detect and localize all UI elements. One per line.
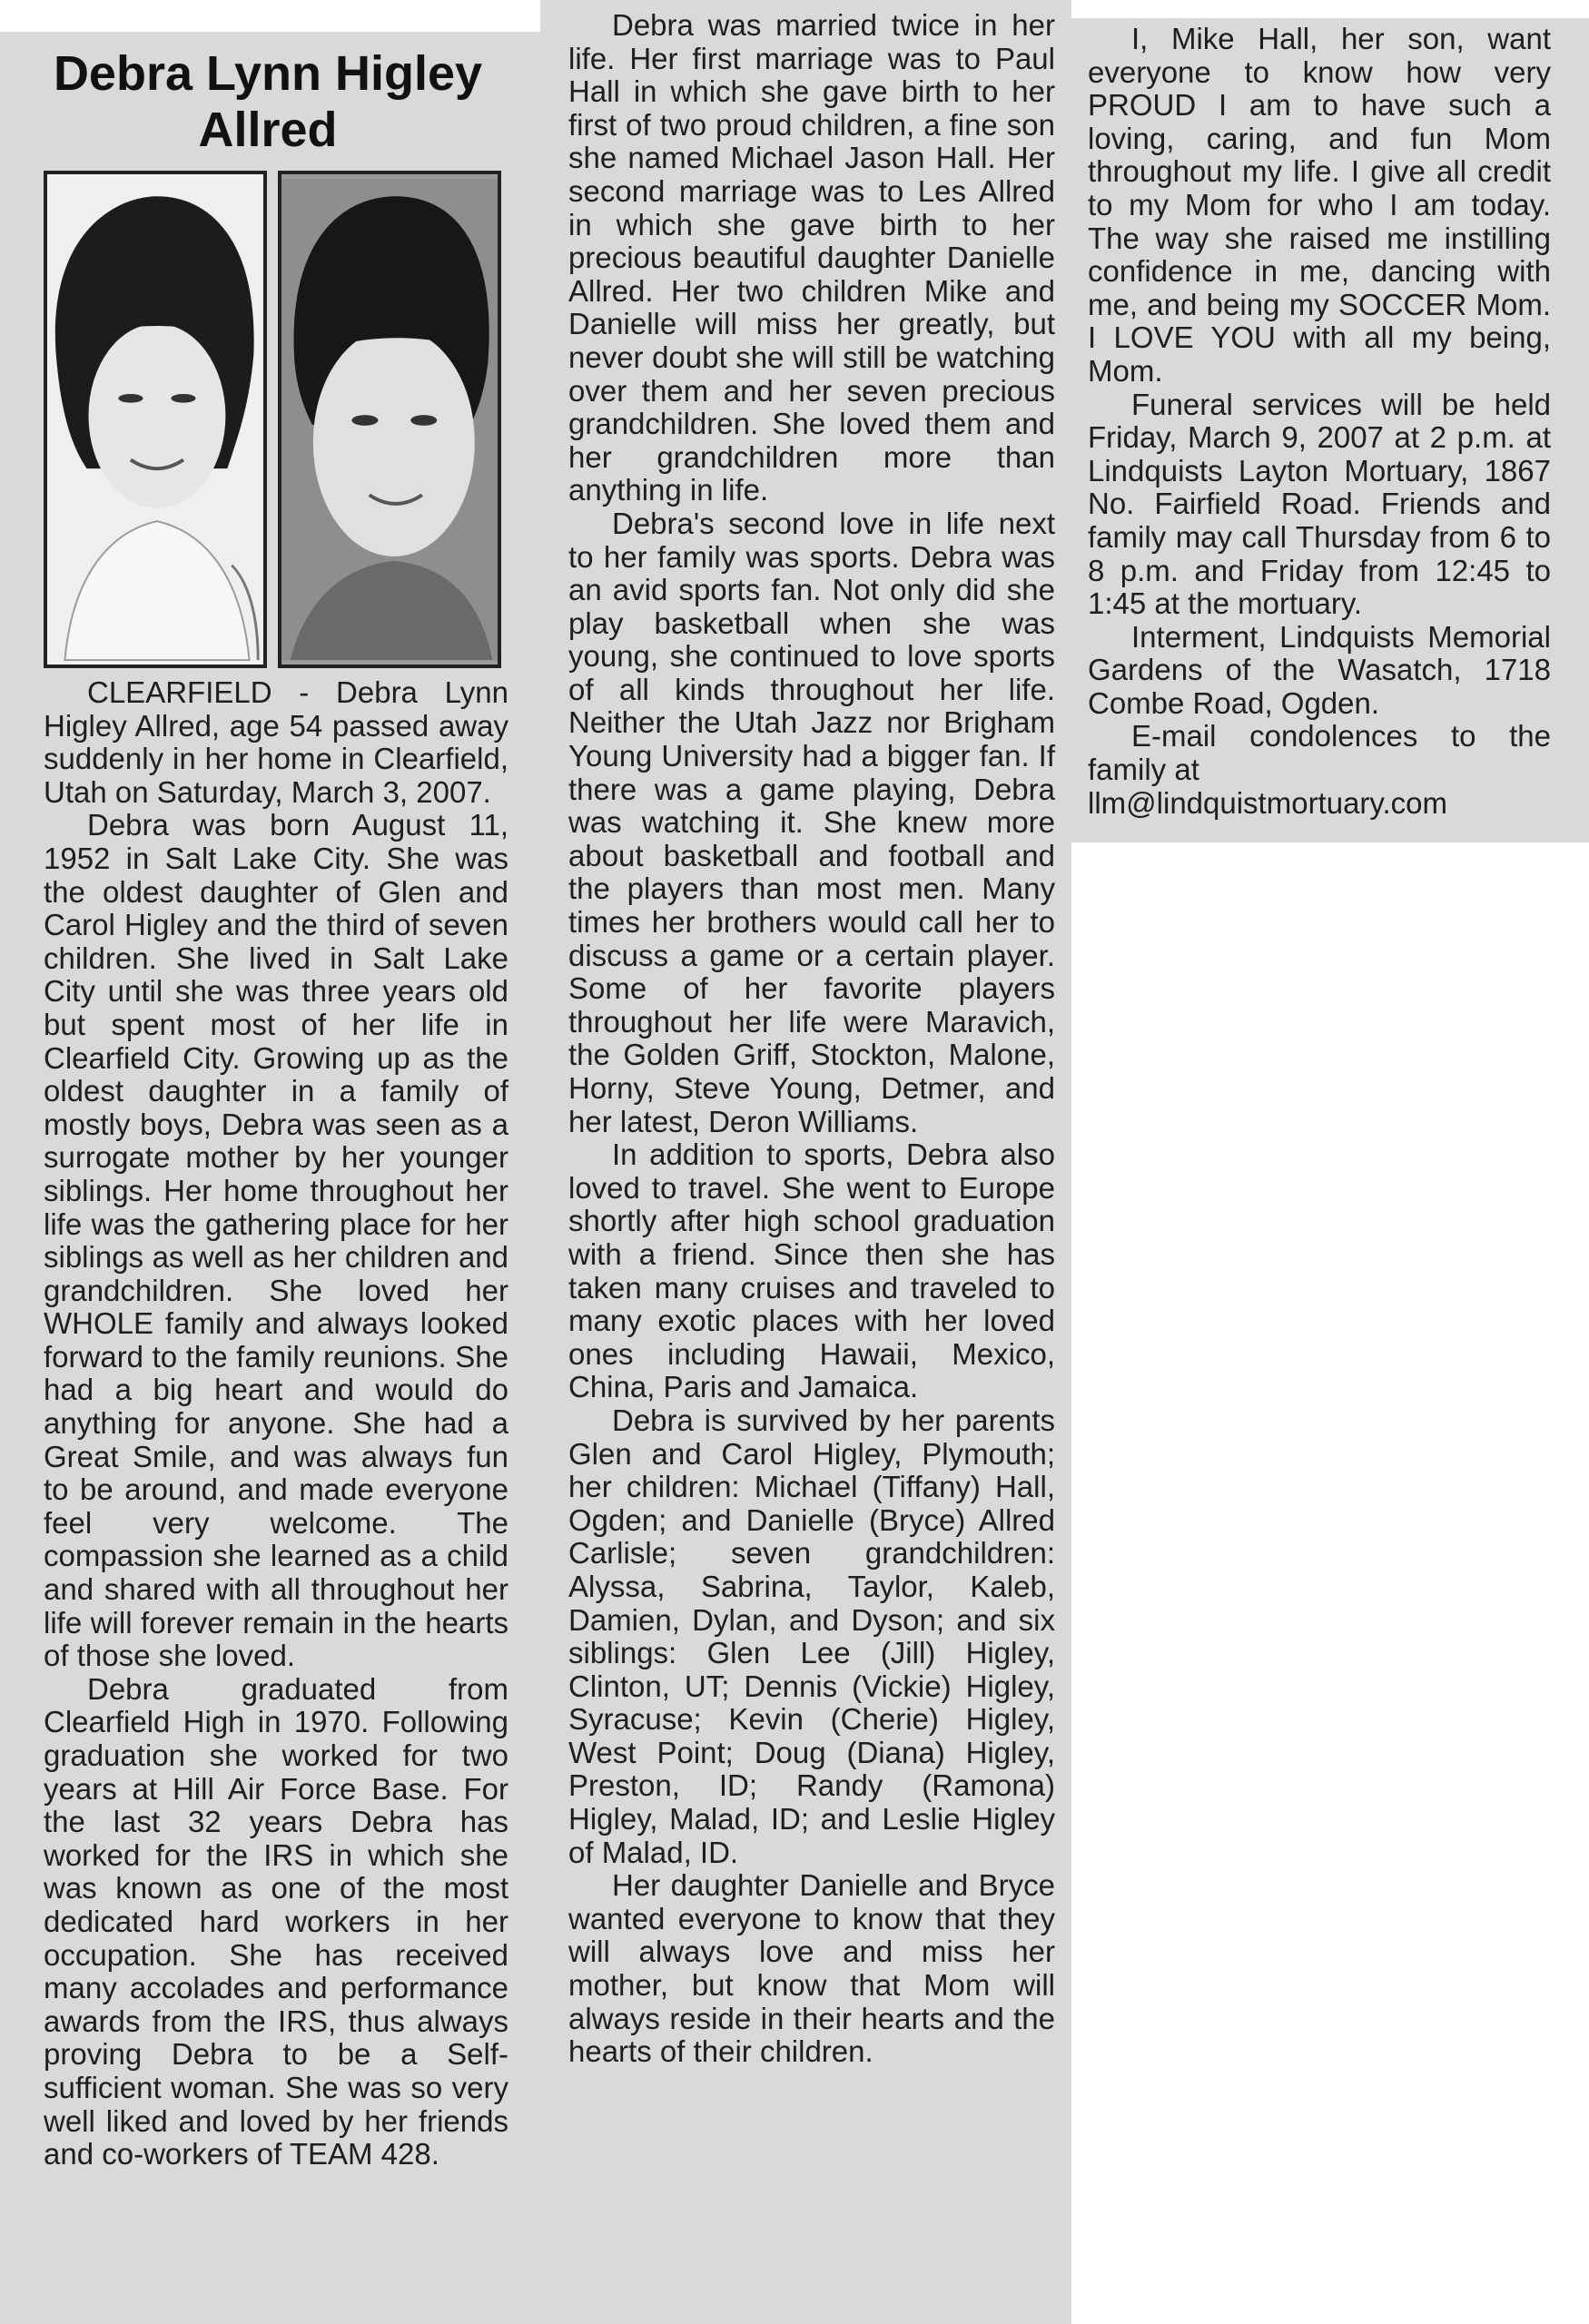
left-paragraph-2: Debra was born August 11, 1952 in Salt Lake City. She was the oldest daughter of Glen and Carol Higley and the third of seven children. She lived in Salt Lake City until she was three years old but spent most of her life in Clearfield City. Growing up as the oldest daughter in a family of mostly boys, Debra was seen as a surrogate mother by her younger siblings. Her home throughout her life was the gathering place for her siblings as well as her children and grandchildren. She loved her WHOLE family and always looked forward to the family reunions. She had a big heart and would do anything for anyone. She had a Great Smile, and was always fun to be around, and made everyone feel very welcome. The compassion she learned as a child and shared with all throughout her life will forever remain in the hearts of those she loved. xyxy=(44,808,508,1673)
condolence-email: llm@lindquistmortuary.com xyxy=(1088,785,1447,820)
right-paragraph-1: I, Mike Hall, her son, want everyone to know how very PROUD I am to have such a loving, caring, and fun Mom throughout my life. I give all credit to my Mom for who I am today. The way she raised me instilling confidence in me, dancing with me, and being my SOCCER Mom. I LOVE YOU with all my being, Mom. xyxy=(1088,22,1551,388)
right-column xyxy=(1088,23,1551,820)
middle-paragraph-1: Debra was married twice in her life. Her first marriage was to Paul Hall in which she gave birth to her first of two proud children, a fine son she named Michael Jason Hall. Her second marriage was to Les Allred in which she gave birth to her precious beautiful daughter Danielle Allred. Her two children Mike and Danielle will miss her greatly, but never doubt she will still be watching over them and her seven precious grandchildren. She loved them and her grandchildren more than anything in life. xyxy=(568,8,1055,507)
portrait-photo-1 xyxy=(44,171,267,668)
left-paragraph-3: Debra graduated from Clearfield High in 1970. Following graduation she worked for two years at Hill Air Force Base. For the last 32 years Debra has worked for the IRS in which she was known as one of the most dedicated hard workers in her occupation. She has received many accolades and performance awards from the IRS, thus always proving Debra to be a Self-sufficient woman. She was so very well liked and loved by her friends and co-workers of TEAM 428. xyxy=(44,1671,508,2171)
portrait-2-graphic xyxy=(281,174,498,665)
middle-paragraph-3: In addition to sports, Debra also loved to travel. She went to Europe shortly after high school graduation with a friend. Since then she has taken many cruises and traveled to many exotic places with her loved ones including Hawaii, Mexico, China, Paris and Jamaica. xyxy=(568,1137,1055,1404)
portrait-1-graphic xyxy=(47,174,263,665)
middle-paragraph-5: Her daughter Danielle and Bryce wanted everyone to know that they will always love and miss her mother, but know that Mom will always reside in their hearts and the hearts of their children. xyxy=(568,1868,1055,2069)
right-paragraph-3: Interment, Lindquists Memorial Gardens of the Wasatch, 1718 Combe Road, Ogden. xyxy=(1088,619,1551,720)
left-column xyxy=(44,676,508,2171)
left-paragraph-1: CLEARFIELD - Debra Lynn Higley Allred, age 54 passed away suddenly in her home in Clearfield, Utah on Saturday, March 3, 2007. xyxy=(44,675,508,809)
right-paragraph-4: E-mail condolences to the family at xyxy=(1088,719,1551,787)
middle-paragraph-2: Debra's second love in life next to her family was sports. Debra was an avid sports fan. Not only did she play basketball when she was young, she continued to love sports of all kinds throughout her life. Neither the Utah Jazz nor Brigham Young University had a bigger fan. If there was a game playing, Debra was watching it. She knew more about basketball and football and the players than most men. Many times her brothers would call her to discuss a game or a certain player. Some of her favorite players throughout her life were Maravich, the Golden Griff, Stockton, Malone, Horny, Steve Young, Detmer, and her latest, Deron Williams. xyxy=(568,506,1055,1138)
obituary-title: Debra Lynn Higley Allred xyxy=(53,46,483,157)
middle-column xyxy=(568,9,1055,2069)
right-paragraph-2: Funeral services will be held Friday, March 9, 2007 at 2 p.m. at Lindquists Layton Mortuary, 1867 No. Fairfield Road. Friends and family may call Thursday from 6 to 8 p.m. and Friday from 12:45 to 1:45 at the mortuary. xyxy=(1088,387,1551,621)
portrait-photo-2 xyxy=(278,171,501,668)
middle-paragraph-4: Debra is survived by her parents Glen and Carol Higley, Plymouth; her children: Michael (Tiffany) Hall, Ogden; and Danielle (Bryce) Allred Carlisle; seven grandchildren: Alyssa, Sabrina, Taylor, Kaleb, Damien, Dylan, and Dyson; and six siblings: Glen Lee (Jill) Higley, Clinton, UT; Dennis (Vickie) Higley, Syracuse; Kevin (Cherie) Higley, West Point; Doug (Diana) Higley, Preston, ID; Randy (Ramona) Higley, Malad, ID; and Leslie Higley of Malad, ID. xyxy=(568,1403,1055,1869)
